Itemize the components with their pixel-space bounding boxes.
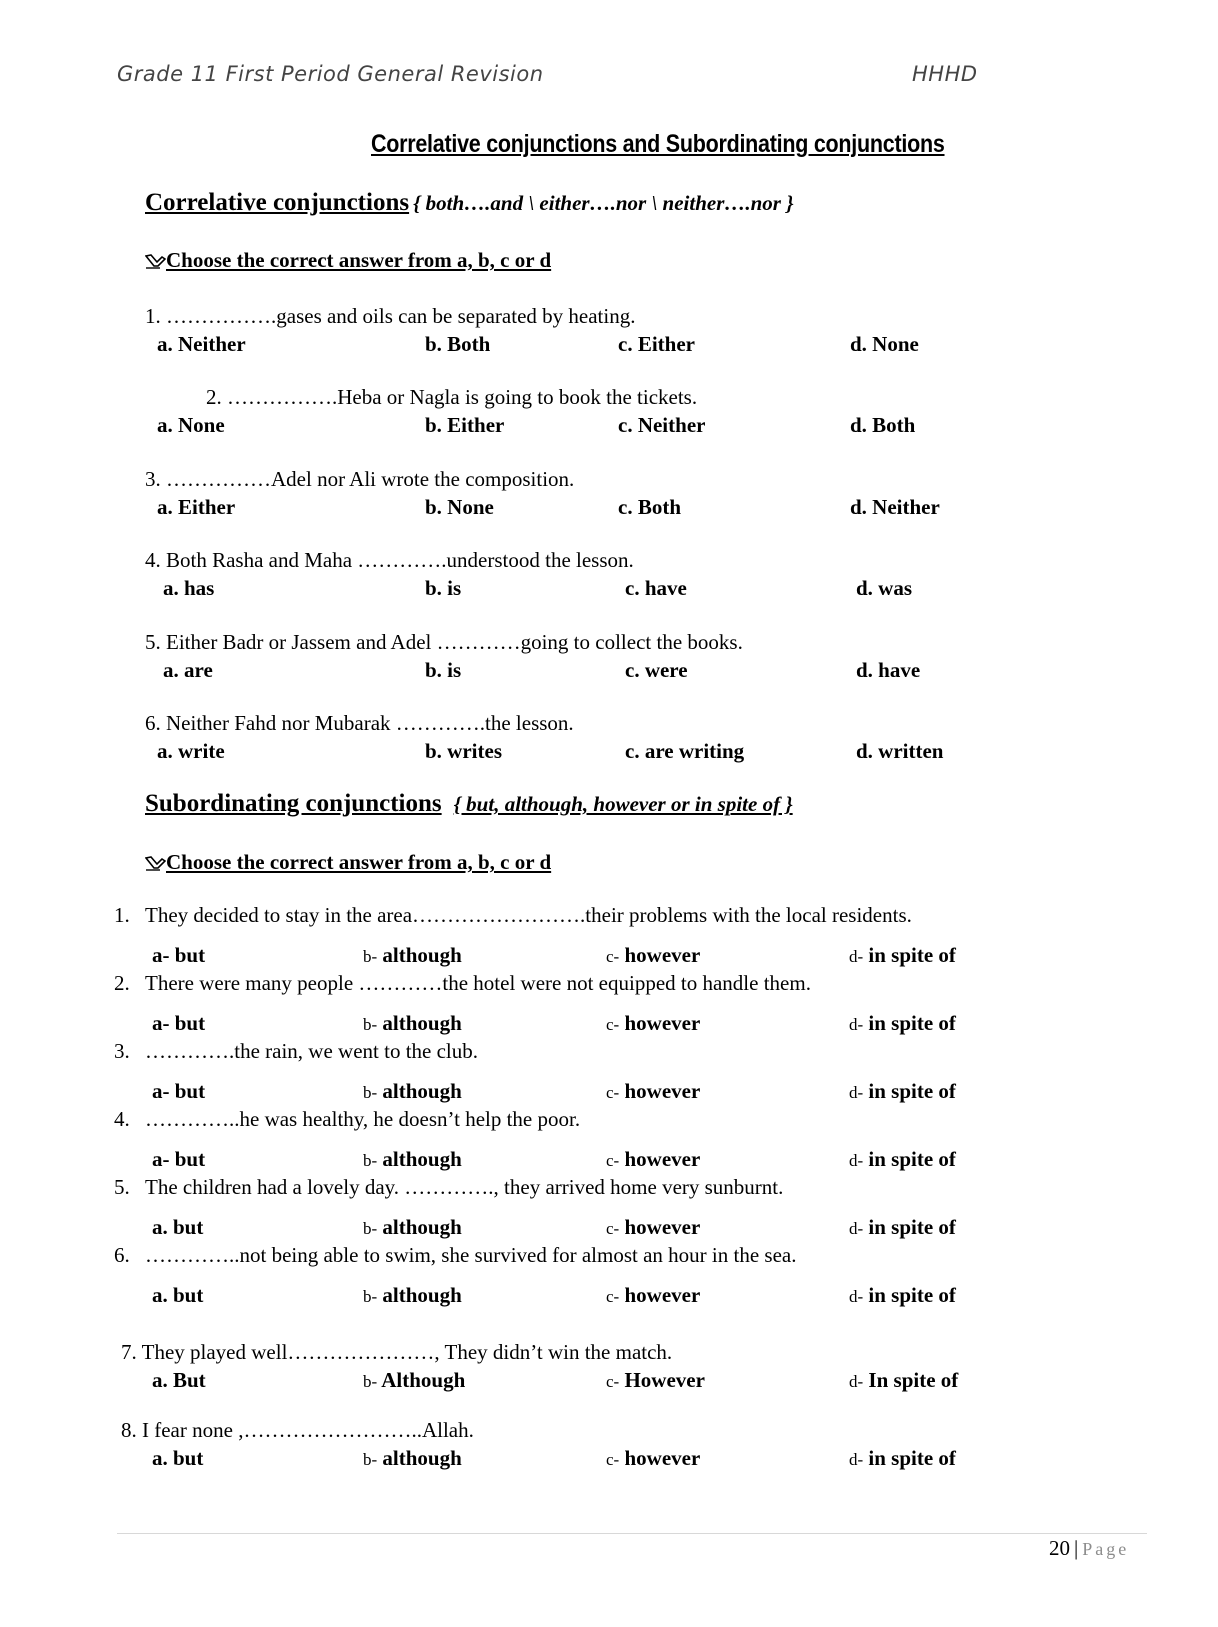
option-letter: d-	[849, 1015, 864, 1034]
option-word: however	[619, 1215, 701, 1239]
option-letter: a-	[152, 1147, 170, 1171]
question-text: The children had a lovely day. …………., they arrived home very sunburnt.	[145, 1175, 784, 1199]
correlative-note: { both….and \ either….nor \ neither….nor }	[413, 191, 794, 215]
option-word: But	[167, 1368, 206, 1392]
answer-option[interactable]	[606, 943, 700, 968]
answer-option[interactable]: d. was	[856, 576, 913, 600]
answer-option[interactable]	[152, 943, 205, 968]
option-letter: b-	[363, 1450, 378, 1469]
option-word: although	[377, 1283, 462, 1307]
option-letter: a.	[152, 1215, 168, 1239]
answer-option[interactable]	[849, 1283, 956, 1308]
question-text: 8. I fear none ,……………………..Allah.	[121, 1418, 474, 1442]
option-letter: d-	[849, 1372, 864, 1391]
pencil-icon	[145, 855, 166, 871]
answer-option[interactable]	[849, 943, 956, 968]
option-letter: c-	[606, 1372, 620, 1391]
correlative-instruction-text: Choose the correct answer from a, b, c or d	[166, 248, 552, 272]
option-word: in spite of	[863, 1079, 956, 1103]
option-word: in spite of	[863, 1446, 956, 1470]
correlative-heading: Correlative conjunctions	[145, 189, 410, 216]
answer-option[interactable]: a. write	[157, 739, 225, 763]
running-header-initials: HHHD	[912, 62, 978, 86]
answer-option[interactable]: a. Either	[157, 495, 236, 519]
option-letter: b-	[363, 1083, 378, 1102]
page-number: 20	[1049, 1536, 1070, 1560]
option-letter: c-	[606, 1015, 620, 1034]
answer-option[interactable]: b. None	[425, 495, 494, 519]
option-word: although	[377, 943, 462, 967]
option-letter: c-	[606, 1151, 620, 1170]
option-letter: c-	[606, 1287, 620, 1306]
option-letter: b-	[363, 1372, 378, 1391]
answer-option[interactable]	[849, 1079, 956, 1104]
answer-option[interactable]	[606, 1147, 700, 1172]
option-word: but	[169, 1011, 206, 1035]
answer-option[interactable]	[849, 1147, 956, 1172]
page-title: Correlative conjunctions and Subordinating conjunctions	[371, 130, 945, 158]
question-number: 6.	[114, 1243, 130, 1267]
question-number: 1.	[114, 903, 130, 927]
answer-option[interactable]: c. Neither	[618, 413, 706, 437]
question-number: 5.	[114, 1175, 130, 1199]
option-word: but	[169, 943, 206, 967]
answer-option[interactable]	[152, 1446, 203, 1471]
option-word: in spite of	[863, 1283, 956, 1307]
subordinating-instruction	[145, 850, 551, 875]
answer-option[interactable]	[606, 1446, 700, 1471]
option-letter: a.	[152, 1446, 168, 1470]
answer-option[interactable]: d. Both	[850, 413, 916, 437]
question-text: …………..not being able to swim, she survived for almost an hour in the sea.	[145, 1243, 797, 1267]
answer-option[interactable]	[152, 1215, 203, 1240]
answer-option[interactable]: c. were	[625, 658, 688, 682]
option-letter: d-	[849, 947, 864, 966]
question-number: 4.	[114, 1107, 130, 1131]
correlative-heading-row	[145, 189, 794, 217]
answer-option[interactable]	[363, 1283, 462, 1308]
answer-option[interactable]	[606, 1011, 700, 1036]
option-word: in spite of	[863, 1147, 956, 1171]
pencil-icon	[145, 253, 166, 269]
answer-option[interactable]	[363, 1446, 462, 1471]
option-letter: a-	[152, 1011, 170, 1035]
question-number: 3.	[114, 1039, 130, 1063]
question-text: There were many people …………the hotel were not equipped to handle them.	[145, 971, 811, 995]
option-word: although	[377, 1011, 462, 1035]
page-footer	[1049, 1536, 1129, 1561]
answer-option[interactable]	[152, 1147, 205, 1172]
answer-option[interactable]	[152, 1368, 206, 1393]
option-letter: b-	[363, 1287, 378, 1306]
answer-option[interactable]	[606, 1283, 700, 1308]
answer-option[interactable]	[363, 1079, 462, 1104]
option-word: however	[619, 1283, 701, 1307]
option-word: in spite of	[863, 1215, 956, 1239]
answer-option[interactable]: a. are	[163, 658, 213, 682]
answer-option[interactable]: d. written	[856, 739, 944, 763]
answer-option[interactable]	[849, 1215, 956, 1240]
option-word: In spite of	[863, 1368, 959, 1392]
answer-option[interactable]: b. Both	[425, 332, 491, 356]
option-letter: a.	[152, 1283, 168, 1307]
answer-option[interactable]	[606, 1368, 705, 1393]
option-word: However	[619, 1368, 705, 1392]
option-letter: a-	[152, 943, 170, 967]
option-letter: a-	[152, 1079, 170, 1103]
question-text: 3. ……………Adel nor Ali wrote the composition.	[145, 467, 575, 491]
option-letter: d-	[849, 1287, 864, 1306]
answer-option[interactable]	[363, 943, 462, 968]
answer-option[interactable]	[152, 1079, 205, 1104]
answer-option[interactable]	[363, 1215, 462, 1240]
answer-option[interactable]: d. have	[856, 658, 921, 682]
question-number: 2.	[114, 971, 130, 995]
answer-option[interactable]: a. None	[157, 413, 225, 437]
option-letter: c-	[606, 947, 620, 966]
answer-option[interactable]	[152, 1283, 203, 1308]
option-letter: c-	[606, 1219, 620, 1238]
option-letter: d-	[849, 1083, 864, 1102]
answer-option[interactable]: b. Either	[425, 413, 505, 437]
option-word: although	[377, 1147, 462, 1171]
question-text: They decided to stay in the area…………………….their problems with the local residents.	[145, 903, 912, 927]
option-letter: d-	[849, 1151, 864, 1170]
option-word: but	[167, 1283, 204, 1307]
correlative-instruction	[145, 248, 551, 273]
option-word: however	[619, 1446, 701, 1470]
option-letter: b-	[363, 1219, 378, 1238]
answer-option[interactable]: a. has	[163, 576, 215, 600]
option-letter: c-	[606, 1450, 620, 1469]
subordinating-note: { but, although, however or in spite of }	[453, 792, 793, 816]
answer-option[interactable]	[152, 1011, 205, 1036]
answer-option[interactable]	[606, 1079, 700, 1104]
footer-divider	[117, 1533, 1147, 1534]
answer-option[interactable]	[363, 1011, 462, 1036]
subordinating-instruction-text: Choose the correct answer from a, b, c or d	[166, 850, 552, 874]
answer-option[interactable]: b. is	[425, 658, 462, 682]
question-text: 1. …………….gases and oils can be separated by heating.	[145, 304, 636, 328]
option-word: but	[167, 1446, 204, 1470]
page-label: Page	[1082, 1539, 1130, 1559]
option-letter: a.	[152, 1368, 168, 1392]
option-word: however	[619, 1147, 701, 1171]
question-text: ………….the rain, we went to the club.	[145, 1039, 479, 1063]
option-letter: d-	[849, 1450, 864, 1469]
answer-option[interactable]: c. have	[625, 576, 687, 600]
answer-option[interactable]	[849, 1011, 956, 1036]
option-word: in spite of	[863, 1011, 956, 1035]
question-text: 4. Both Rasha and Maha ………….understood the lesson.	[145, 548, 634, 572]
option-word: but	[167, 1215, 204, 1239]
answer-option[interactable]	[363, 1147, 462, 1172]
option-word: although	[377, 1215, 462, 1239]
option-word: Although	[377, 1368, 466, 1392]
question-text: …………..he was healthy, he doesn’t help the poor.	[145, 1107, 581, 1131]
footer-separator: |	[1074, 1536, 1079, 1560]
answer-option[interactable]	[363, 1368, 465, 1393]
question-text: 6. Neither Fahd nor Mubarak ………….the lesson.	[145, 711, 574, 735]
running-header-title: Grade 11 First Period General Revision	[117, 62, 544, 86]
option-word: however	[619, 1011, 701, 1035]
answer-option[interactable]: d. Neither	[850, 495, 940, 519]
question-text: 2. …………….Heba or Nagla is going to book the tickets.	[206, 385, 698, 409]
answer-option[interactable]: d. None	[850, 332, 919, 356]
option-word: in spite of	[863, 943, 956, 967]
option-word: however	[619, 943, 701, 967]
option-word: but	[169, 1079, 206, 1103]
option-word: although	[377, 1446, 462, 1470]
option-letter: b-	[363, 947, 378, 966]
option-word: but	[169, 1147, 206, 1171]
answer-option[interactable]: c. Either	[618, 332, 695, 356]
option-letter: d-	[849, 1219, 864, 1238]
option-word: however	[619, 1079, 701, 1103]
answer-option[interactable]	[849, 1368, 958, 1393]
answer-option[interactable]: c. are writing	[625, 739, 745, 763]
answer-option[interactable]: b. is	[425, 576, 462, 600]
answer-option[interactable]: b. writes	[425, 739, 502, 763]
answer-option[interactable]: c. Both	[618, 495, 681, 519]
question-text: 5. Either Badr or Jassem and Adel …………going to collect the books.	[145, 630, 743, 654]
answer-option[interactable]	[606, 1215, 700, 1240]
option-letter: c-	[606, 1083, 620, 1102]
subordinating-heading-row	[145, 790, 793, 818]
option-word: although	[377, 1079, 462, 1103]
question-text: 7. They played well…………………, They didn’t win the match.	[121, 1340, 673, 1364]
option-letter: b-	[363, 1015, 378, 1034]
subordinating-heading: Subordinating conjunctions	[145, 790, 442, 817]
option-letter: b-	[363, 1151, 378, 1170]
answer-option[interactable]: a. Neither	[157, 332, 246, 356]
answer-option[interactable]	[849, 1446, 956, 1471]
